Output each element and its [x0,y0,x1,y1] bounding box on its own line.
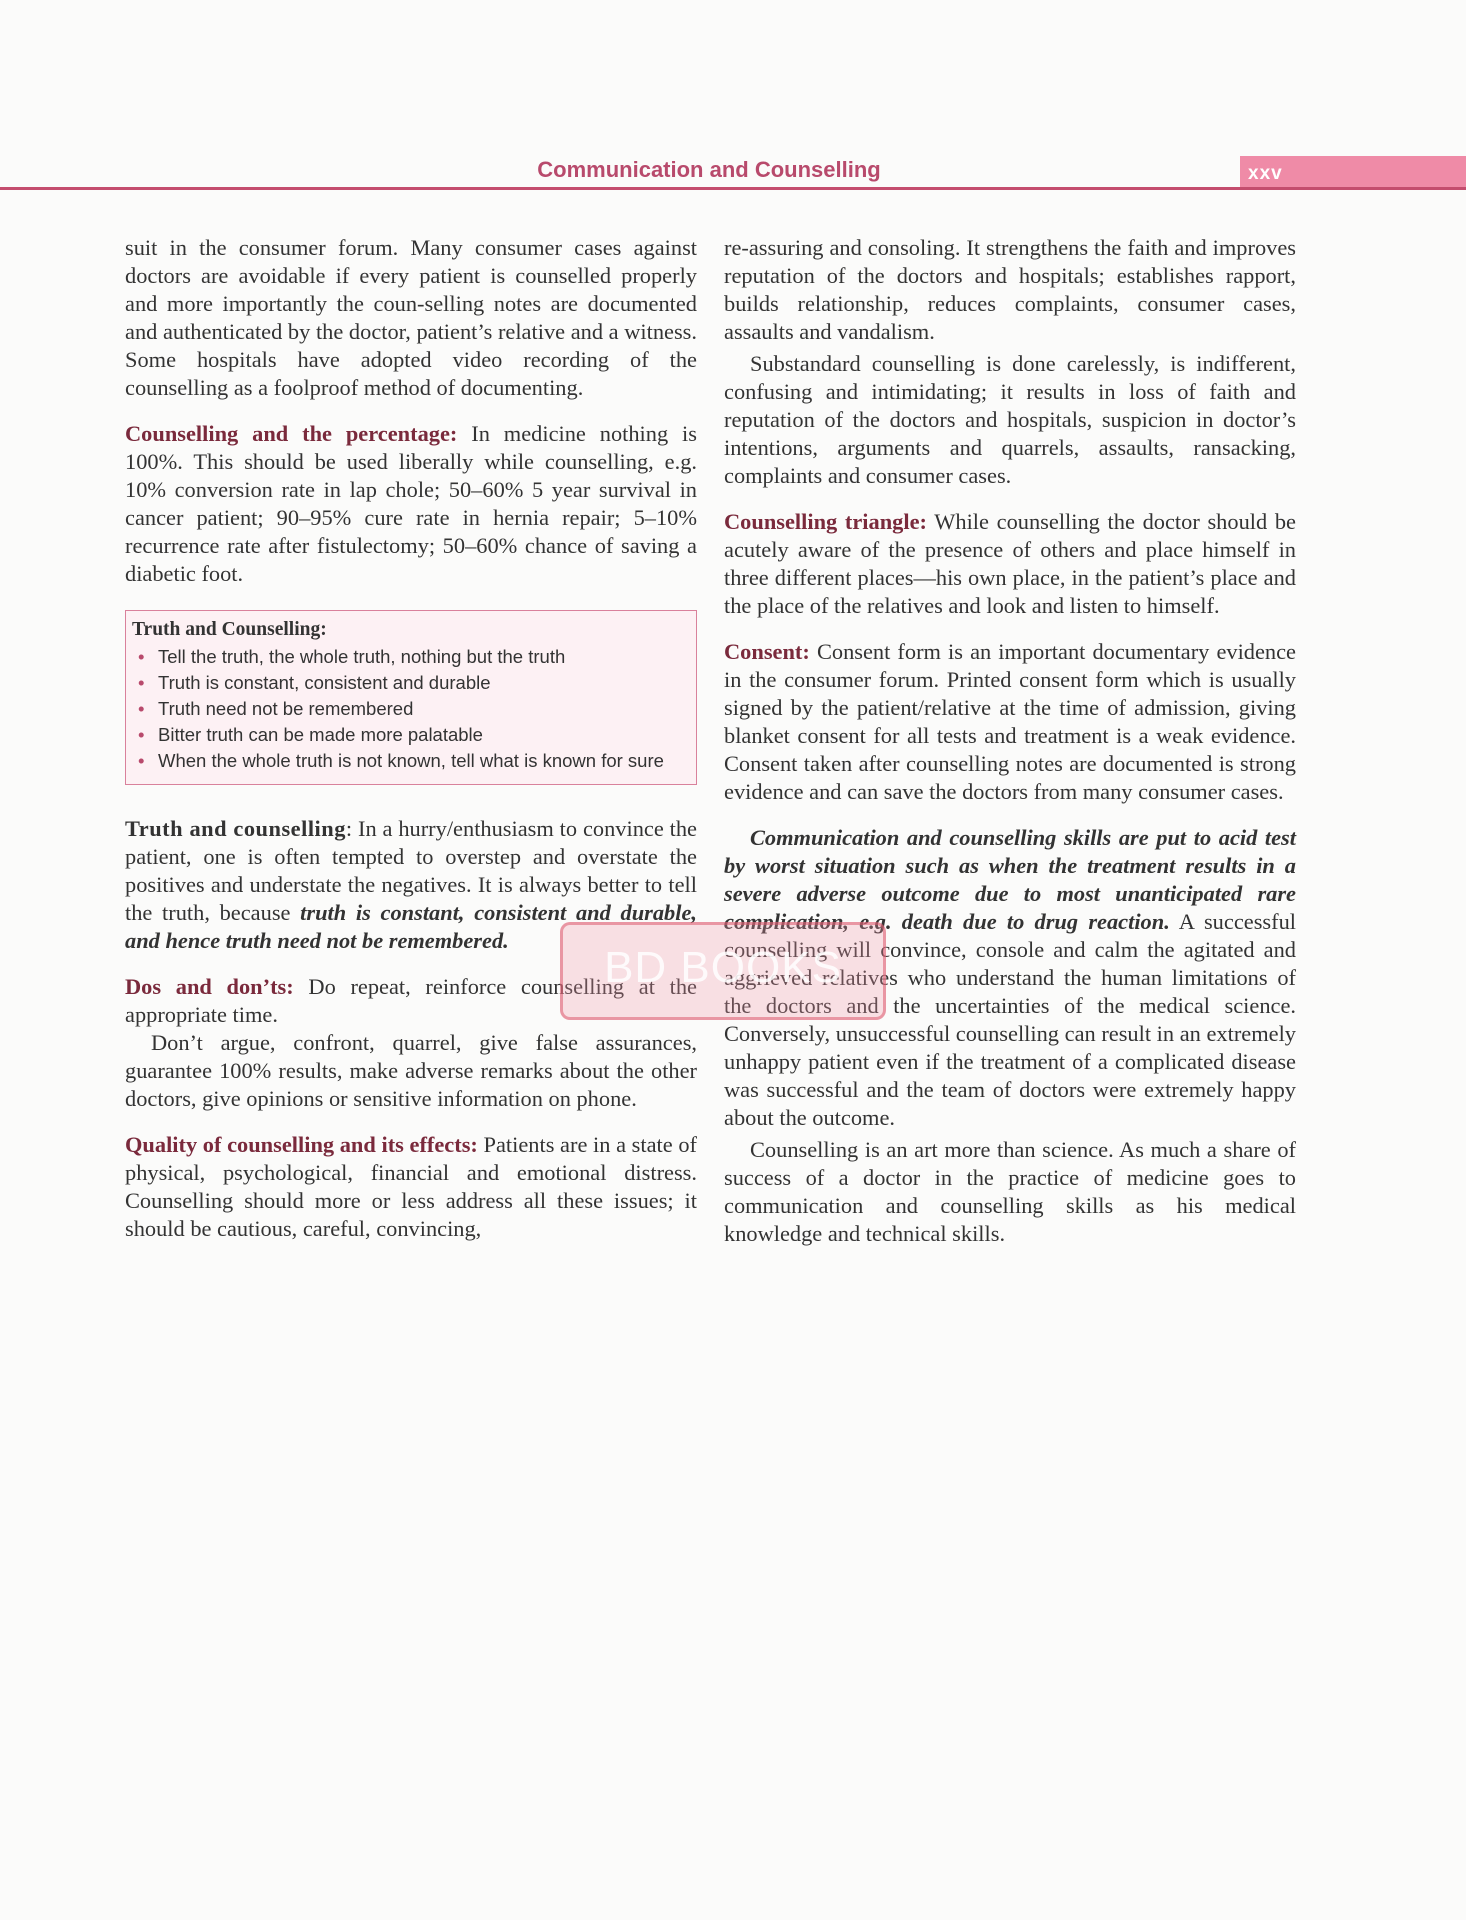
truth-and-counselling-box [125,610,697,785]
heading-truth: Truth and counselling [125,816,346,841]
heading-quality: Quality of counselling and its effects: [125,1132,478,1157]
text-quality: Patients are in a state of physical, psychological, financial and emotional distress. Counselling should more or less address all these issues; it should be cautious, careful, convincing, [125,1132,697,1241]
header-rule [0,187,1466,190]
box-list [132,646,690,772]
paragraph-triangle [724,508,1296,620]
text-dos: Do repeat, reinforce counselling at the appropriate time. [125,974,697,1027]
box-title: Truth and Counselling: [132,619,327,640]
text-consent: Consent form is an important documentary evidence in the consumer forum. Printed consent form which is usually signed by the patient/relative at the time of admission, giving blanket consent for all tests and treatment is a weak evidence. Consent taken after counselling notes are documented is strong evidence and can save the doctors from many consumer cases. [724,639,1296,804]
paragraph-consent [724,638,1296,806]
heading-percentage: Counselling and the percentage: [125,421,458,446]
text-truth: : In a hurry/enthusiasm to convince the patient, one is often tempted to overstep and overstate the positives and understate the negatives. It is always better to tell the truth, because [125,816,697,925]
paragraph-donts: Don’t argue, confront, quarrel, give false assurances, guarantee 100% results, make adverse remarks about the other doctors, give opinions or sensitive information on phone. [125,1030,697,1111]
text-skills: A successful counselling will convince, console and calm the agitated and aggrieved relatives who understand the human limitations of the doctors and the uncertainties of the medical science. Conversely, unsuccessful counselling can result in an extremely unhappy patient even if the treatment of a complicated disease was successful and the team of doctors were extremely happy about the outcome. [724,909,1296,1130]
paragraph-substandard: Substandard counselling is done carelessly, is indifferent, confusing and intimidating; it results in loss of faith and reputation of the doctors and hospitals, suspicion in doctor’s intentions, arguments and quarrels, assaults, ransacking, complaints and consumer cases. [724,351,1296,488]
text-truth-emphasis: truth is constant, consistent and durable, and hence truth need not be remembered. [125,900,698,953]
watermark-text: BD BOOKS [604,943,842,992]
paragraph-art-science: Counselling is an art more than science. As much a share of success of a doctor in the practice of medicine goes to communication and counselling skills as his medical knowledge and technical skills. [724,1137,1296,1246]
paragraph-quality [125,1131,697,1243]
left-column [125,234,697,1243]
paragraph-percentage [125,420,697,588]
paragraph-consumer-forum: suit in the consumer forum. Many consumer cases against doctors are avoidable if every patient is counselled properly and more importantly the coun-selling notes are documented and authenticated by the doctor, patient’s relative and a witness. Some hospitals have adopted video recording of the counselling as a foolproof method of documenting. [125,235,697,400]
list-item: • Truth need not be remembered [132,698,690,720]
text-triangle: While counselling the doctor should be acutely aware of the presence of others and place himself in three different places—his own place, in the patient’s place and the place of the relatives and look and listen to himself. [724,509,1296,618]
list-item: • Tell the truth, the whole truth, nothing but the truth [132,646,690,668]
paragraph-skills [724,824,1296,1132]
running-header-title: Communication and Counselling [537,157,881,182]
paragraph-reassuring: re-assuring and consoling. It strengthens the faith and improves reputation of the doctors and hospitals; establishes rapport, builds relationship, reduces complaints, consumer cases, assaults and vandalism. [724,235,1296,344]
list-item: • Bitter truth can be made more palatable [132,724,690,746]
paragraph-dos [125,973,697,1029]
page-number: xxv [1248,163,1283,184]
right-column [724,234,1296,1248]
heading-triangle: Counselling triangle: [724,509,927,534]
text-percentage: In medicine nothing is 100%. This should be used liberally while counselling, e.g. 10% conversion rate in lap chole; 50–60% 5 year survival in cancer patient; 90–95% cure rate in hernia repair; 5–10% recurrence rate after fistulectomy; 50–60% chance of saving a diabetic foot. [125,421,697,586]
heading-dos: Dos and don’ts: [125,974,294,999]
list-item: • When the whole truth is not known, tell what is known for sure [132,750,690,772]
paragraph-truth [125,815,697,955]
heading-consent: Consent: [724,639,810,664]
list-item: • Truth is constant, consistent and durable [132,672,690,694]
text-skills-emphasis: Communication and counselling skills are put to acid test by worst situation such as when the treatment results in a severe adverse outcome due to most unanticipated rare complication, e.g. death due to drug reaction. [724,825,1296,934]
